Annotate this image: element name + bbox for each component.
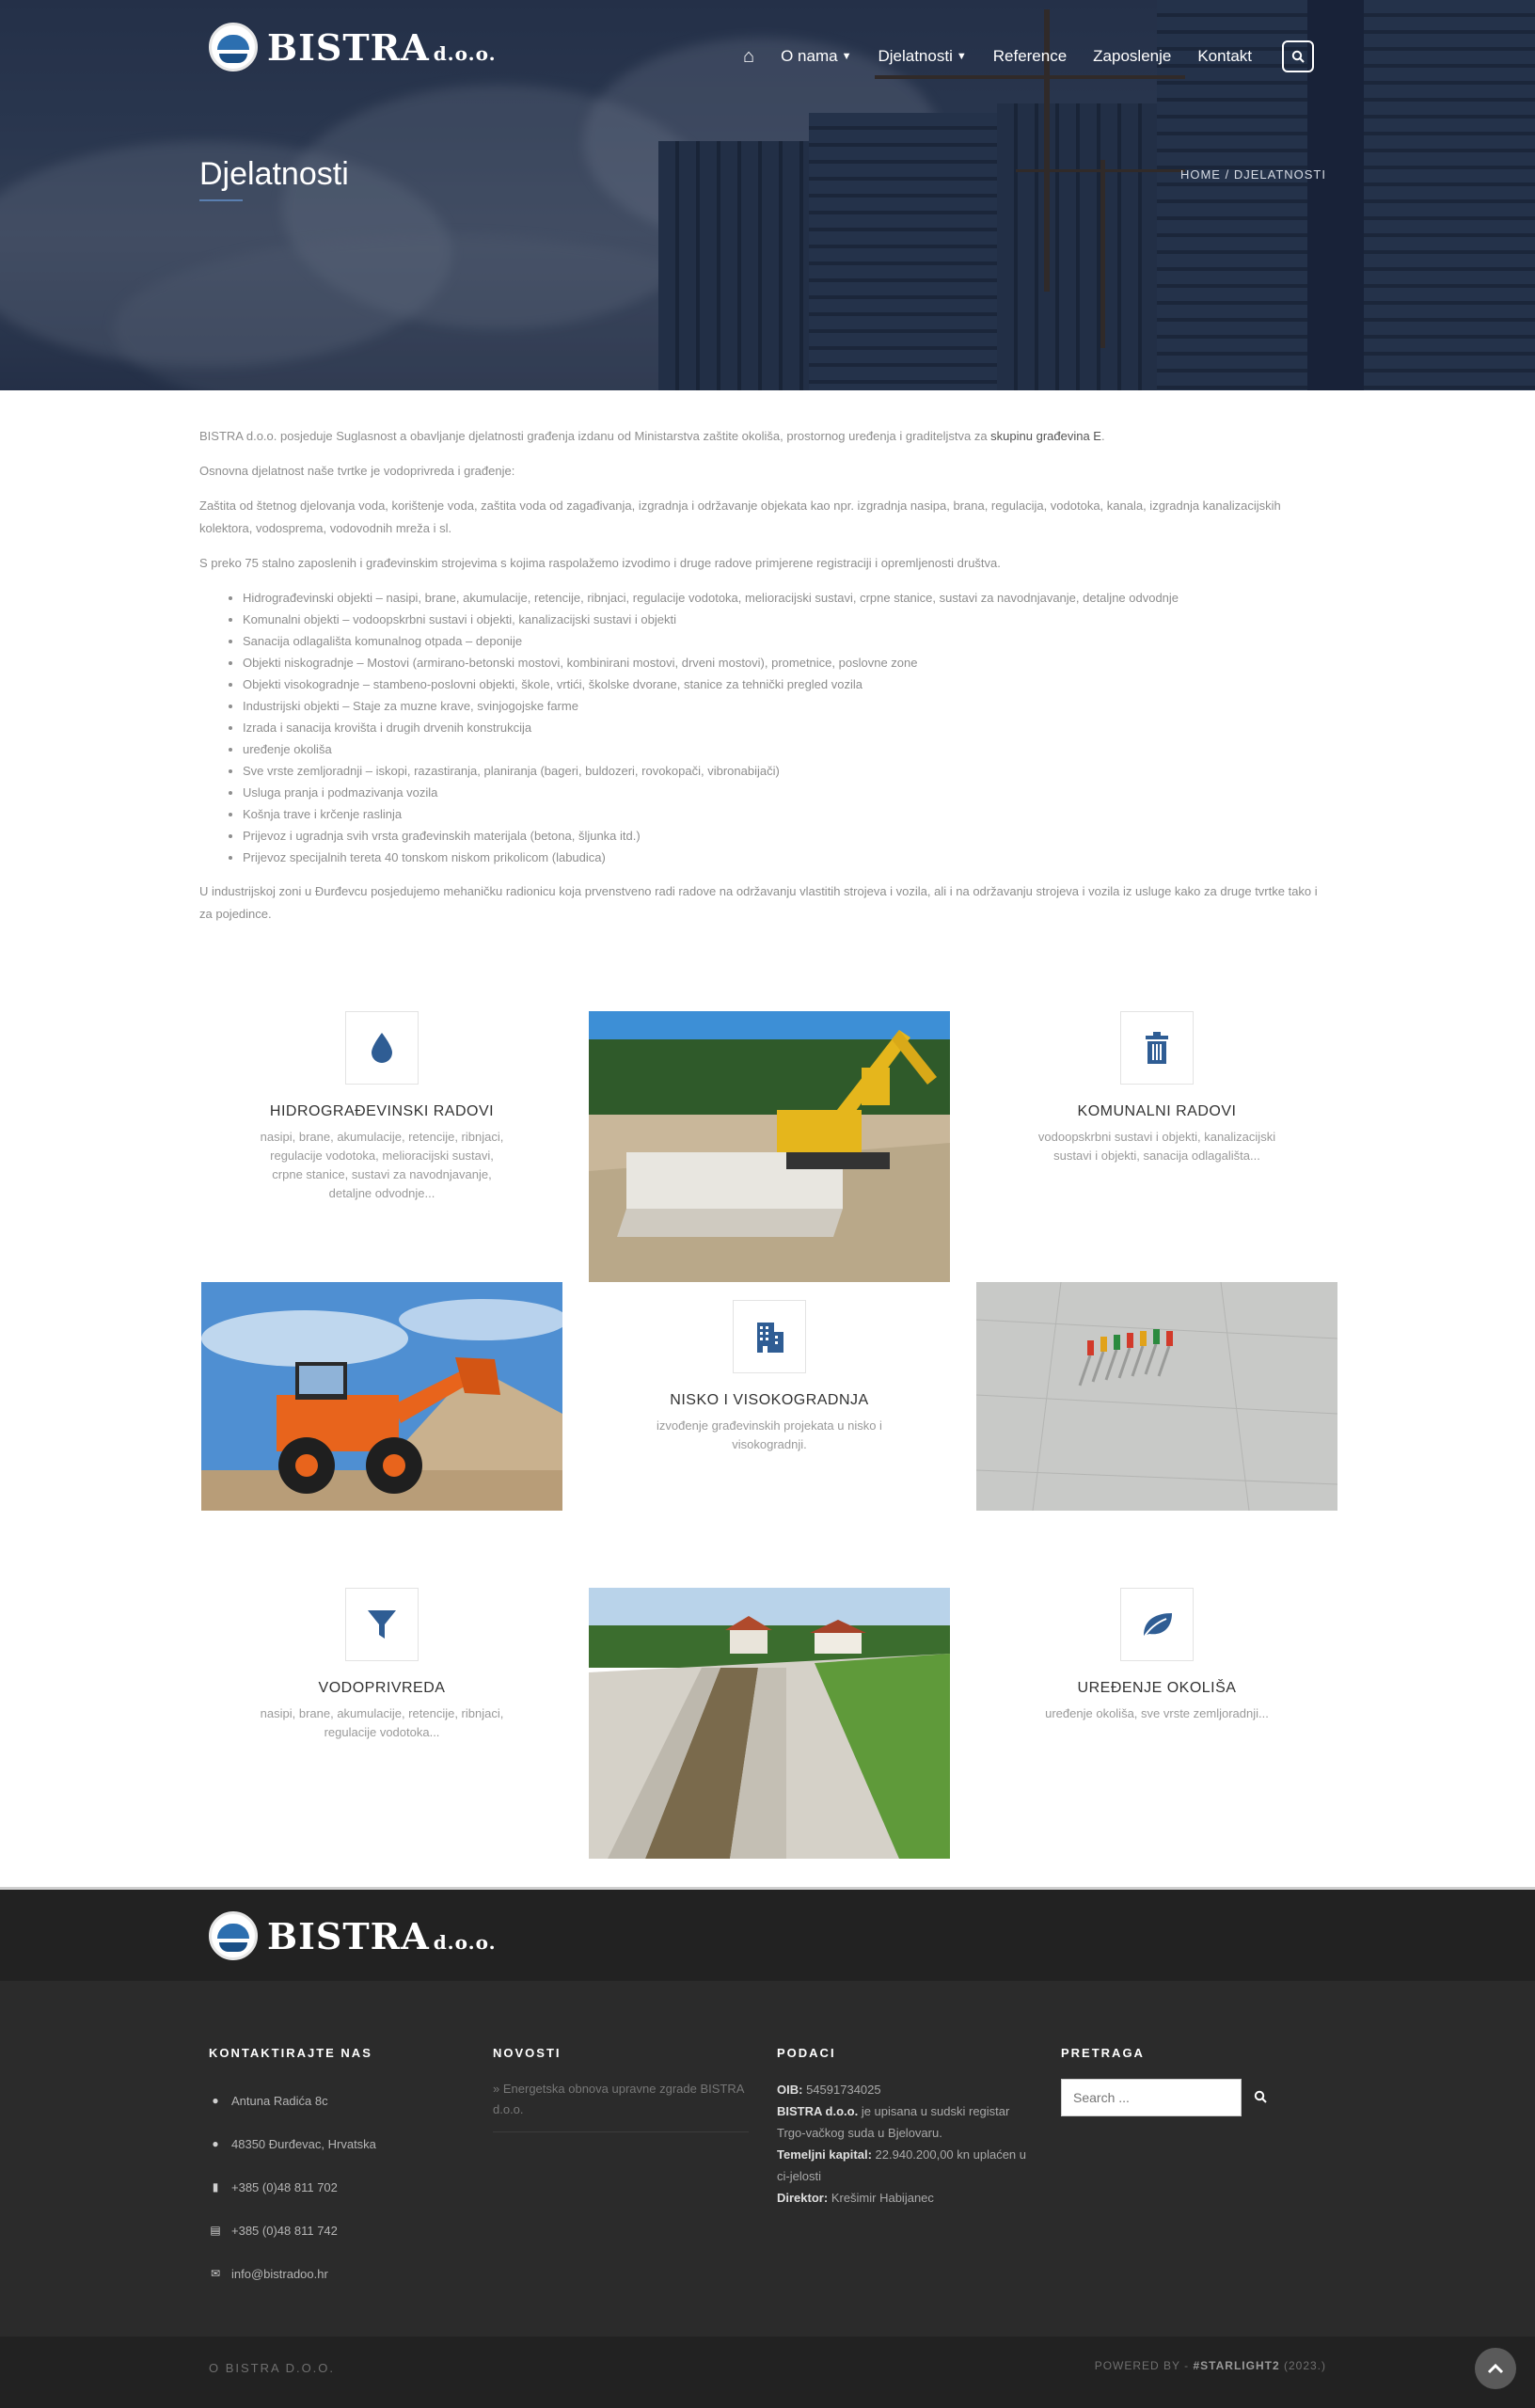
service-card-vodoprivreda[interactable]: [201, 1588, 562, 1742]
page-title: Djelatnosti: [199, 156, 349, 192]
leaf-icon: [1120, 1588, 1194, 1661]
service-desc: uređenje okoliša, sve vrste zemljoradnji...: [1045, 1706, 1269, 1720]
concrete-slab-photo: [976, 1282, 1337, 1511]
footer-search-input[interactable]: [1061, 2079, 1242, 2116]
contact-email[interactable]: ✉ info@bistradoo.hr: [210, 2266, 328, 2281]
chevron-up-icon: [1487, 2363, 1504, 2374]
service-title: KOMUNALNI RADOVI: [1077, 1103, 1237, 1119]
footer-search: [1061, 2046, 1279, 2116]
contact-city: ● 48350 Đurđevac, Hrvatska: [209, 2122, 376, 2165]
service-title: NISKO I VISOKOGRADNJA: [670, 1392, 869, 1408]
nav-item-zaposlenje[interactable]: Zaposlenje: [1093, 47, 1172, 65]
service-desc: vodoopskrbni sustavi i objekti, kanalizacijski sustavi i objekti, sanacija odlagališta...: [1037, 1130, 1276, 1163]
news-link[interactable]: » Energetska obnova upravne zgrade BISTRA d.o.o.: [493, 2079, 749, 2132]
main-content: [199, 425, 1324, 938]
contact-phone[interactable]: ▮ +385 (0)48 811 702: [209, 2165, 376, 2209]
main-nav: [743, 38, 1314, 75]
list-item: • Komunalni objekti – vodoopskrbni sustavi i objekti, kanalizacijski sustavi i objekti: [243, 609, 1324, 630]
map-marker-icon: ●: [212, 2094, 219, 2107]
service-title: VODOPRIVREDA: [318, 1680, 446, 1696]
map-marker-icon: ●: [212, 2137, 219, 2150]
building-icon: [733, 1300, 806, 1373]
list-item: • Industrijski objekti – Staje za muzne krave, svinjogojske farme: [243, 695, 1324, 717]
footer-podaci: [777, 2046, 1040, 2209]
list-item: • Sve vrste zemljoradnji – iskopi, razastiranja, planiranja (bageri, buldozeri, rovokopači, vibronabijači): [243, 760, 1324, 782]
breadcrumb-current: DJELATNOSTI: [1233, 167, 1326, 182]
caret-down-icon: ▼: [841, 51, 852, 62]
search-icon: [1291, 50, 1305, 63]
starlight-link[interactable]: #STARLIGHT2: [1193, 2359, 1280, 2372]
logo-emblem-icon: [209, 1911, 258, 1960]
nav-home-icon[interactable]: ⌂: [743, 45, 755, 67]
excavator-photo: [589, 1011, 950, 1282]
list-item: • Prijevoz i ugradnja svih vrsta građevinskih materijala (betona, šljunka itd.): [243, 825, 1324, 847]
title-underline: [199, 199, 243, 201]
service-card-okolis[interactable]: [976, 1588, 1337, 1723]
list-item: • uređenje okoliša: [243, 738, 1324, 760]
contact-address: ● Antuna Radića 8c: [209, 2079, 376, 2122]
paragraph: U industrijskoj zoni u Đurđevcu posjedujemo mehaničku radionicu koja prvenstveno radi radove na održavanju vlastitih strojeva i vozila, ali i na održavanju strojeva i vozila iz usluge kako za druge tvrtke tako i za pojedince.: [199, 884, 1318, 921]
list-item: • Usluga pranja i podmazivanja vozila: [243, 782, 1324, 803]
trash-icon: [1120, 1011, 1194, 1085]
header-logo[interactable]: [209, 23, 497, 71]
logo-emblem-icon: [209, 23, 258, 71]
list-item: • Objekti niskogradnje – Mostovi (armirano-betonski mostovi, kombinirani mostovi, drveni mostovi), prometnice, poslovne zone: [243, 652, 1324, 673]
footer-heading: PRETRAGA: [1061, 2046, 1145, 2060]
list-item: • Košnja trave i krčenje raslinja: [243, 803, 1324, 825]
caret-down-icon: ▼: [956, 51, 967, 62]
footer-logo[interactable]: [209, 1911, 497, 1960]
list-item: • Objekti visokogradnje – stambeno-poslovni objekti, škole, vrtići, školske dvorane, stanice za tehnički pregled vozila: [243, 673, 1324, 695]
footer-contact: [209, 2046, 376, 2295]
service-desc: nasipi, brane, akumulacije, retencije, ribnjaci, regulacije vodotoka, melioracijski sustavi, crpne stanice, sustavi za navodnjavanje, detaljne odvodnje...: [260, 1130, 504, 1200]
breadcrumb: HOME / DJELATNOSTI: [1179, 167, 1326, 182]
filter-icon: [345, 1588, 419, 1661]
nav-item-o-nama[interactable]: O nama ▼: [781, 47, 852, 65]
scroll-to-top-button[interactable]: [1475, 2348, 1516, 2389]
service-card-gradnja[interactable]: [589, 1300, 950, 1454]
double-chevron-icon: »: [493, 2082, 500, 2096]
mobile-icon: ▮: [212, 2180, 219, 2194]
paragraph: Zaštita od štetnog djelovanja voda, korištenje voda, zaštita voda od zagađivanja, izgradnja i održavanje objekata kao npr. izgradnja nasipa, brana, regulacija, vodotoka, kanala, izgradnja kanalizacijskih kolektora, vodosprema, vodovodnih mreža i sl.: [199, 499, 1281, 535]
services-list: [199, 587, 1324, 868]
nav-item-kontakt[interactable]: Kontakt: [1197, 47, 1252, 65]
breadcrumb-home-link[interactable]: HOME: [1179, 167, 1221, 182]
contact-fax: ▤ +385 (0)48 811 742: [210, 2223, 338, 2238]
footer-news: [493, 2046, 749, 2132]
logo-wordmark: BISTRA d.o.o.: [267, 1914, 497, 1957]
list-item: • Hidrograđevinski objekti – nasipi, brane, akumulacije, retencije, ribnjaci, regulacije vodotoka, melioracijski sustavi, crpne stanice, sustavi za navodnjavanje, detaljne odvodnje: [243, 587, 1324, 609]
company-info: OIB: 54591734025 BISTRA d.o.o. je upisana u sudski registar Trgo-vačkog suda u Bjelovaru. Temeljni kapital: 22.940.200,00 kn uplaćen u ci-jelosti Direktor: Krešimir Habijanec: [777, 2083, 1026, 2205]
nav-search-button[interactable]: [1282, 40, 1314, 72]
logo-wordmark: BISTRA d.o.o.: [267, 25, 497, 69]
river-canal-photo: [589, 1588, 950, 1859]
service-title: HIDROGRAĐEVINSKI RADOVI: [269, 1103, 495, 1119]
service-card-hidro[interactable]: [201, 1011, 562, 1203]
envelope-icon: ✉: [210, 2267, 221, 2280]
list-item: • Prijevoz specijalnih tereta 40 tonskom niskom prikolicom (labudica): [243, 847, 1324, 868]
footer-heading: PODACI: [777, 2046, 836, 2060]
search-icon: [1254, 2090, 1267, 2103]
paragraph: Osnovna djelatnost naše tvrtke je vodoprivreda i građenje:: [199, 464, 515, 478]
nav-item-djelatnosti[interactable]: Djelatnosti ▼: [878, 47, 967, 65]
service-desc: nasipi, brane, akumulacije, retencije, ribnjaci, regulacije vodotoka...: [260, 1706, 504, 1739]
list-item: • Izrada i sanacija krovišta i drugih drvenih konstrukcija: [243, 717, 1324, 738]
intro-paragraph: BISTRA d.o.o. posjeduje Suglasnost a obavljanje djelatnosti građenja izdanu od Ministarstva zaštite okoliša, prostornog uređenja i graditeljstva za skupinu građevina E.: [199, 429, 1105, 443]
fax-icon: ▤: [210, 2224, 221, 2237]
loader-photo: [201, 1282, 562, 1511]
service-desc: izvođenje građevinskih projekata u nisko i visokogradnji.: [657, 1418, 882, 1451]
footer-credits: POWERED BY - #STARLIGHT2 (2023.): [1094, 2359, 1326, 2372]
list-item: • Sanacija odlagališta komunalnog otpada – deponije: [243, 630, 1324, 652]
paragraph: S preko 75 stalno zaposlenih i građevinskim strojevima s kojima raspolažemo izvodimo i druge radove primjerene registraciji i opremljenosti društva.: [199, 556, 1001, 570]
nav-item-reference[interactable]: Reference: [992, 47, 1068, 65]
service-card-komunalni[interactable]: [976, 1011, 1337, 1165]
footer-about-link[interactable]: O BISTRA D.O.O.: [209, 2361, 336, 2375]
service-title: UREĐENJE OKOLIŠA: [1077, 1680, 1237, 1696]
footer-heading: KONTAKTIRAJTE NAS: [209, 2046, 372, 2060]
footer-heading: NOVOSTI: [493, 2046, 562, 2060]
water-drop-icon: [345, 1011, 419, 1085]
footer-search-button[interactable]: [1242, 2079, 1279, 2116]
